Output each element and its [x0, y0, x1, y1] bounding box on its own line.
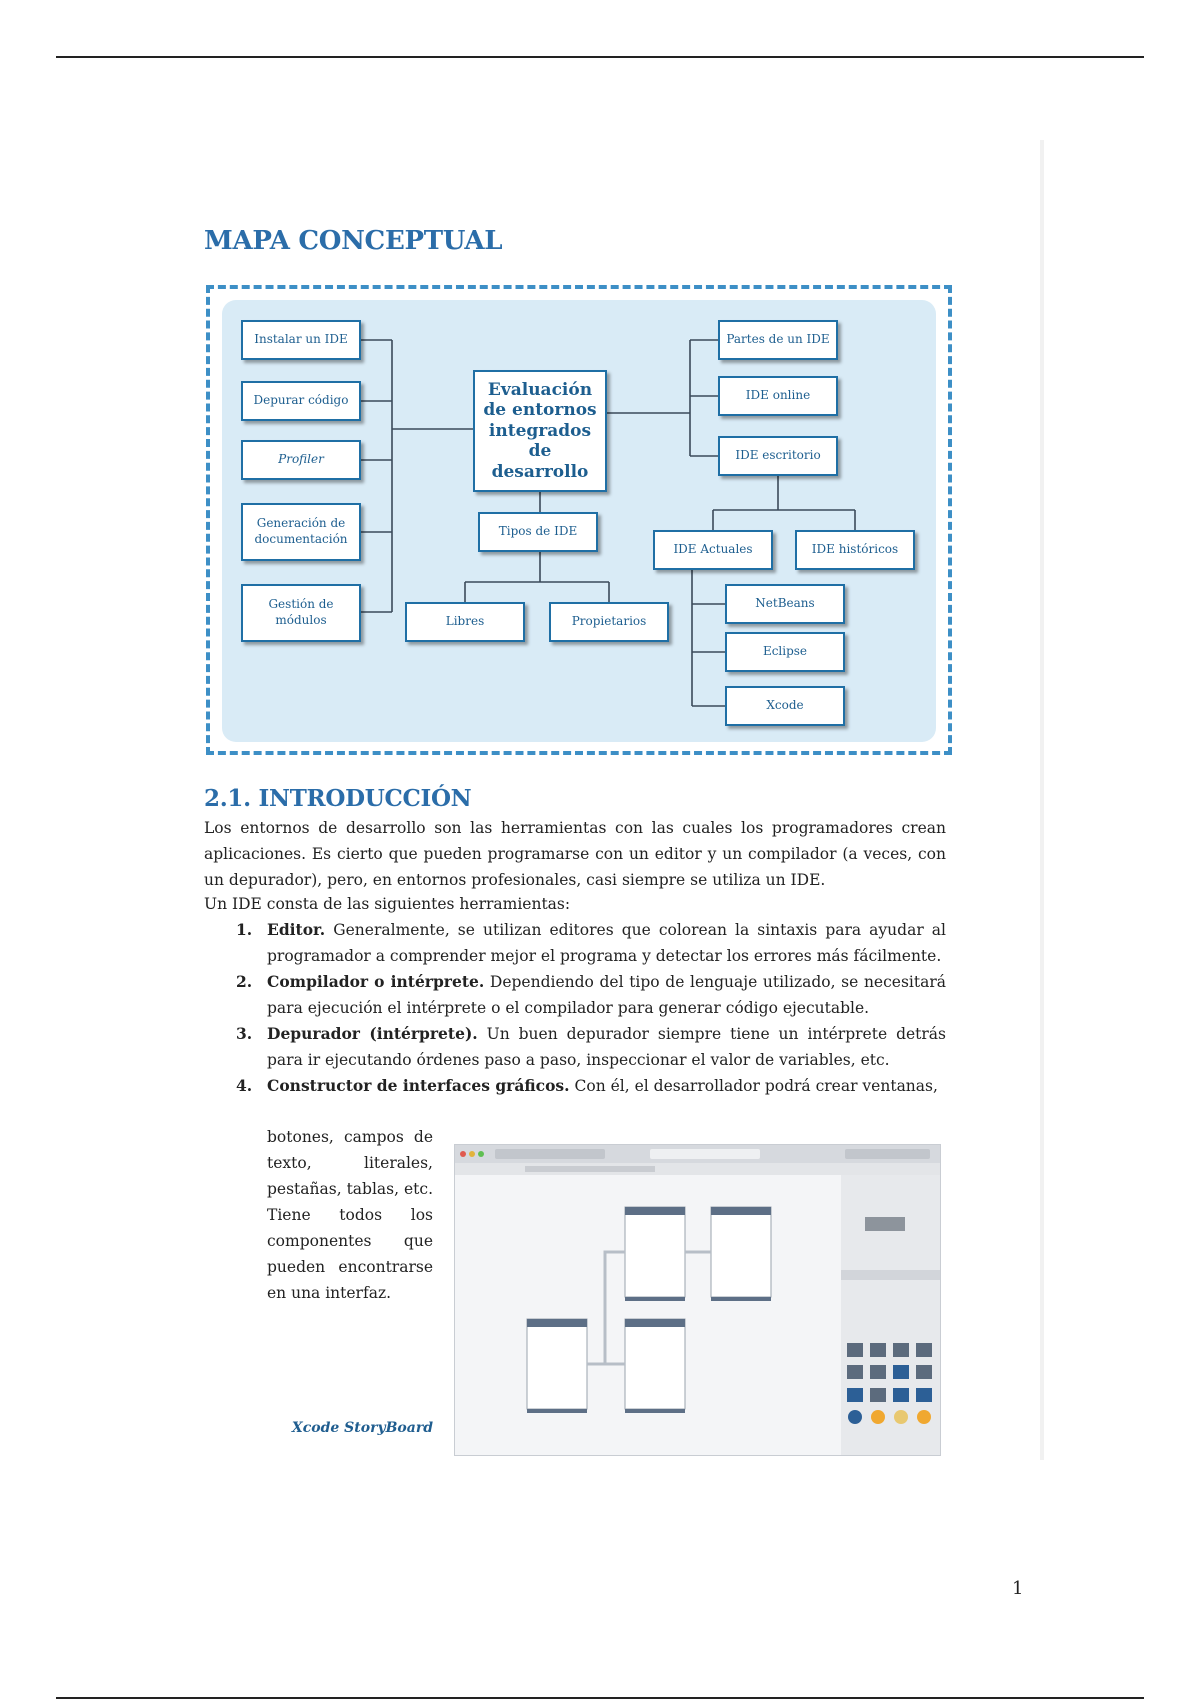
concept-node-partes-ide: Partes de un IDE [718, 320, 838, 360]
page-title: MAPA CONCEPTUAL [204, 226, 503, 256]
list-number: 4. [236, 1076, 253, 1095]
concept-node-ide-historicos: IDE históricos [795, 530, 915, 570]
list-item [204, 969, 946, 1021]
concept-node-eclipse: Eclipse [725, 632, 845, 672]
concept-node-ide-online: IDE online [718, 376, 838, 416]
list-item-4-continued: botones, campos de texto, literales, pestañas, tablas, etc. Tiene todos los componentes que pueden encontrarse en una interfaz. [267, 1128, 433, 1302]
concept-node-ide-escritorio: IDE escritorio [718, 436, 838, 476]
concept-node-generacion-documentacion: Generación de documentación [241, 503, 361, 561]
list-item [204, 1073, 946, 1099]
concept-node-libres: Libres [405, 602, 525, 642]
section-title: 2.1. INTRODUCCIÓN [204, 785, 472, 812]
concept-node-gestion-modulos: Gestión de módulos [241, 584, 361, 642]
list-number: 2. [236, 972, 253, 991]
page-edge-shadow [1040, 140, 1044, 1460]
tools-list [204, 917, 946, 1099]
concept-node-profiler: Profiler [241, 440, 361, 480]
list-text: Con él, el desarrollador podrá crear ventanas, [574, 1077, 938, 1095]
concept-node-xcode: Xcode [725, 686, 845, 726]
concept-node-depurar-codigo: Depurar código [241, 381, 361, 421]
list-item [204, 917, 946, 969]
storyboard-illustration [455, 1145, 940, 1455]
list-text: Un buen depurador siempre tiene un intérprete detrás para ir ejecutando órdenes paso a paso, inspeccionar el valor de variables, etc. [267, 1025, 946, 1069]
xcode-storyboard-screenshot [454, 1144, 941, 1456]
list-text: Generalmente, se utilizan editores que colorean la sintaxis para ayudar al programador a comprender mejor el programa y detectar los errores más fácilmente. [267, 921, 946, 965]
list-term: Constructor de interfaces gráficos. [267, 1076, 570, 1095]
list-text: Dependiendo del tipo de lenguaje utilizado, se necesitará para ejecución el intérprete o el compilador para generar código ejecutable. [267, 973, 946, 1017]
list-item [204, 1021, 946, 1073]
figure-caption: Xcode StoryBoard [291, 1420, 433, 1436]
list-term: Editor. [267, 920, 326, 939]
concept-node-netbeans: NetBeans [725, 584, 845, 624]
page-number: 1 [1012, 1578, 1024, 1599]
concept-node-center: Evaluación de entornos integrados de desarrollo [473, 370, 607, 492]
list-number: 3. [236, 1024, 253, 1043]
list-number: 1. [236, 920, 253, 939]
list-term: Compilador o intérprete. [267, 972, 485, 991]
footer-rule [56, 1697, 1144, 1699]
intro-paragraph: Los entornos de desarrollo son las herramientas con las cuales los programadores crean aplicaciones. Es cierto que pueden programarse con un editor y un compilador (a veces, con un depurador), pero, en entornos profesionales, casi siempre se utiliza un IDE. [204, 819, 946, 889]
concept-node-ide-actuales: IDE Actuales [653, 530, 773, 570]
list-intro: Un IDE consta de las siguientes herramientas: [204, 895, 571, 913]
header-rule [56, 56, 1144, 58]
concept-node-propietarios: Propietarios [549, 602, 669, 642]
concept-node-tipos-ide: Tipos de IDE [478, 512, 598, 552]
list-term: Depurador (intérprete). [267, 1024, 478, 1043]
concept-node-instalar-ide: Instalar un IDE [241, 320, 361, 360]
